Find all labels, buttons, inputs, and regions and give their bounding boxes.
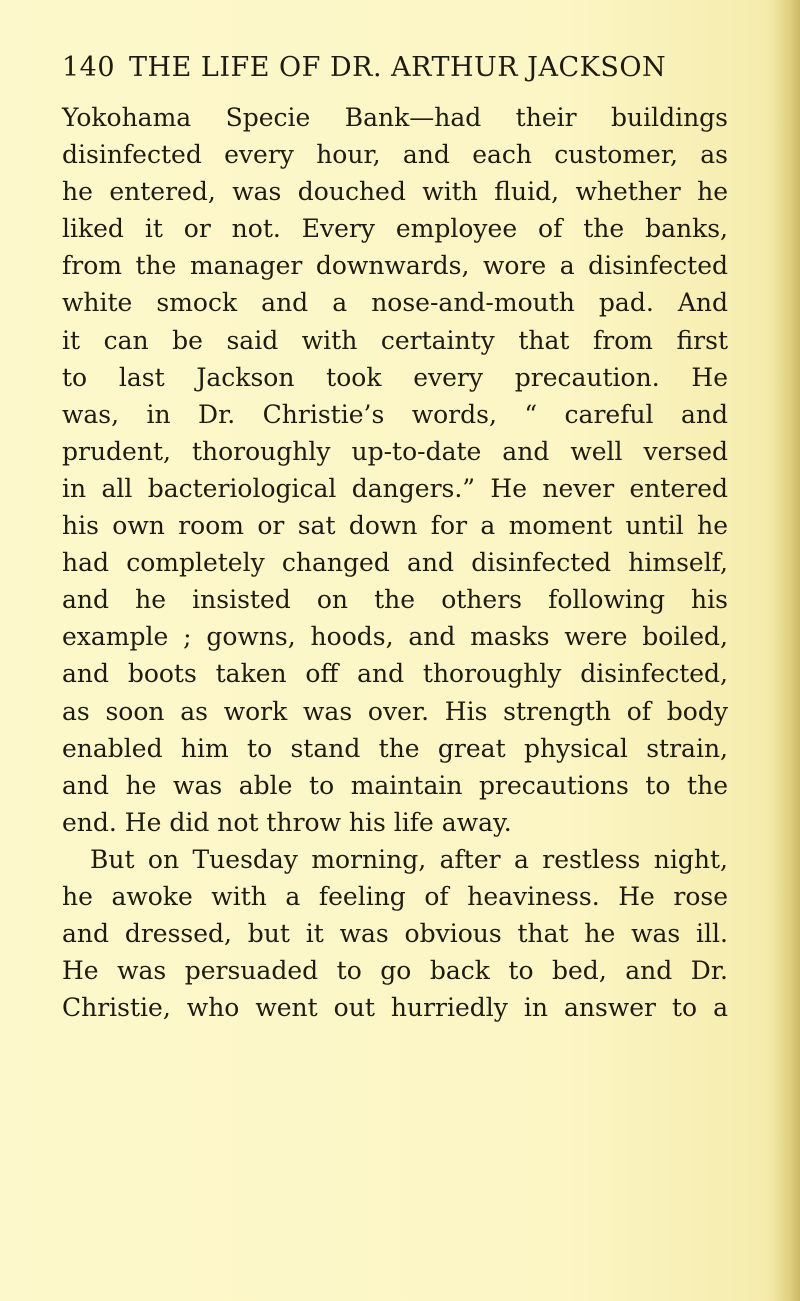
text-line: example ; gowns, hoods, and masks were boiled, <box>62 622 728 652</box>
text-line: was, in Dr. Christie’s words, “ careful and <box>62 399 728 429</box>
text-line: and dressed, but it was obvious that he was ill. <box>62 919 728 949</box>
text-line: Yokohama Specie Bank—had their buildings <box>62 103 728 132</box>
text-line: his own room or sat down for a moment until he <box>62 511 728 541</box>
text-line: liked it or not. Every employee of the banks, <box>62 214 728 244</box>
text-line: and he insisted on the others following his <box>62 585 728 615</box>
page-number: 140 <box>62 52 116 83</box>
text-line: it can be said with certainty that from first <box>62 325 728 355</box>
text-line: he entered, was douched with fluid, whether he <box>62 177 728 207</box>
text-line: prudent, thoroughly up-to-date and well versed <box>62 436 728 466</box>
text-line: white smock and a nose-and-mouth pad. And <box>62 288 728 318</box>
text-line: had completely changed and disinfected himself, <box>62 548 728 578</box>
text-line: enabled him to stand the great physical strain, <box>62 733 728 763</box>
text-line: he awoke with a feeling of heaviness. He rose <box>62 881 728 911</box>
text-line: But on Tuesday morning, after a restless night, <box>90 844 728 874</box>
text-line: in all bacteriological dangers.” He never entered <box>62 473 728 503</box>
text-line: He was persuaded to go back to bed, and Dr. <box>62 956 728 986</box>
text-line: end. He did not throw his life away. <box>62 807 512 837</box>
body-text <box>62 99 728 1026</box>
text-line: from the manager downwards, wore a disinfected <box>62 251 728 281</box>
text-line: and boots taken off and thoroughly disinfected, <box>62 659 728 689</box>
text-line: as soon as work was over. His strength of body <box>62 696 728 726</box>
text-line: disinfected every hour, and each customer, as <box>62 140 728 170</box>
text-line: and he was able to maintain precautions to the <box>62 770 728 800</box>
running-title: THE LIFE OF DR. ARTHUR JACKSON <box>129 52 667 83</box>
running-header <box>62 52 762 83</box>
page-edge-shadow <box>774 0 800 1301</box>
text-line: to last Jackson took every precaution. He <box>62 362 728 392</box>
text-line: Christie, who went out hurriedly in answer to a <box>62 993 728 1023</box>
